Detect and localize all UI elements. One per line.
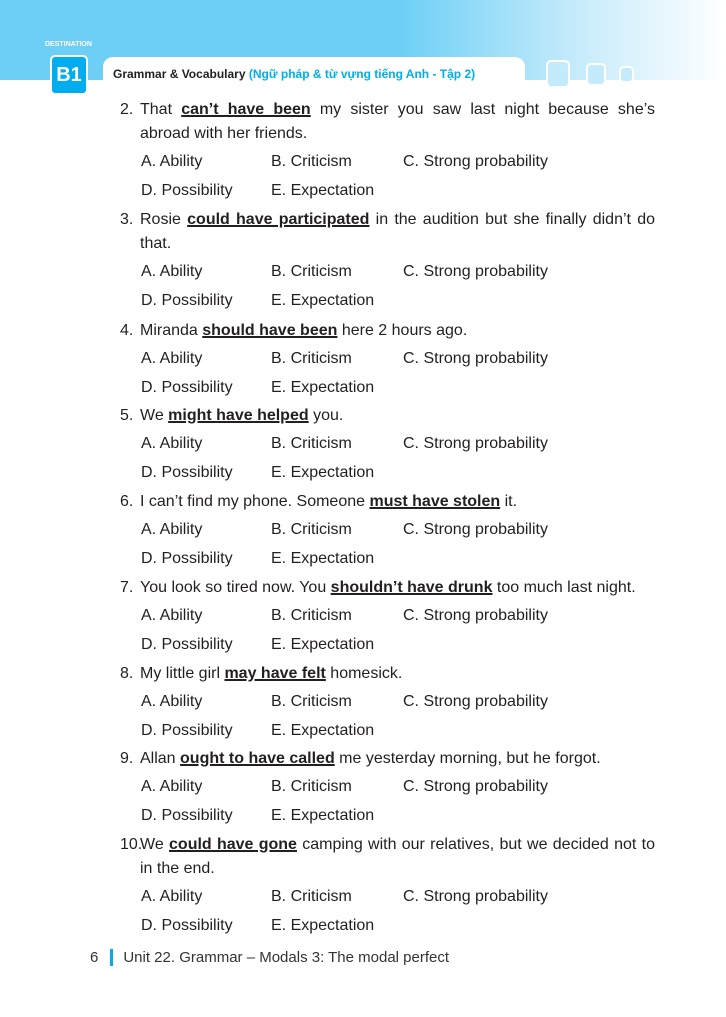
question-text [140,662,655,686]
text-before: My little girl [140,665,225,682]
options-row [141,457,655,486]
modal-phrase: may have felt [224,665,326,682]
modal-phrase: could have gone [169,836,297,853]
question-stem [120,98,655,146]
option-c[interactable]: C. Strong probability [403,263,548,280]
question-number: 9. [120,750,134,767]
option-c[interactable]: C. Strong probability [403,350,548,367]
question-text [140,208,655,256]
modal-phrase: should have been [202,322,338,339]
option-b[interactable]: B. Criticism [271,778,352,795]
option-a[interactable]: A. Ability [141,350,203,367]
option-a[interactable]: A. Ability [141,263,203,280]
text-after: camping with our relatives, but we decided not to in the end. [140,836,655,877]
question-text [140,319,655,343]
options-row [141,343,655,372]
options-row [141,175,655,204]
options-row [141,285,655,314]
option-a[interactable]: A. Ability [141,693,203,710]
question-item [120,404,655,486]
option-d[interactable]: D. Possibility [141,722,233,739]
option-c[interactable]: C. Strong probability [403,153,548,170]
question-stem [120,662,655,686]
text-after: you. [308,407,344,424]
option-c[interactable]: C. Strong probability [403,435,548,452]
option-b[interactable]: B. Criticism [271,350,352,367]
option-c[interactable]: C. Strong probability [403,778,548,795]
question-text [140,490,655,514]
option-b[interactable]: B. Criticism [271,435,352,452]
option-e[interactable]: E. Expectation [271,292,375,309]
page-number: 6 [90,949,99,966]
option-b[interactable]: B. Criticism [271,153,352,170]
option-c[interactable]: C. Strong probability [403,521,548,538]
question-number: 8. [120,665,134,682]
options-row [141,514,655,543]
option-a[interactable]: A. Ability [141,778,203,795]
option-a[interactable]: A. Ability [141,521,203,538]
text-before: Miranda [140,322,203,339]
question-text [140,404,655,428]
options-row [141,428,655,457]
option-b[interactable]: B. Criticism [271,888,352,905]
option-a[interactable]: A. Ability [141,153,203,170]
option-e[interactable]: E. Expectation [271,550,375,567]
book-title [113,67,475,81]
question-item [120,208,655,314]
options-row [141,146,655,175]
text-before: I can’t find my phone. Someone [140,493,370,510]
modal-phrase: shouldn’t have drunk [330,579,493,596]
options-row [141,800,655,829]
option-c[interactable]: C. Strong probability [403,888,548,905]
option-b[interactable]: B. Criticism [271,693,352,710]
options-row [141,629,655,658]
option-d[interactable]: D. Possibility [141,807,233,824]
option-d[interactable]: D. Possibility [141,636,233,653]
option-e[interactable]: E. Expectation [271,722,375,739]
question-item [120,490,655,572]
text-before: We [140,836,170,853]
text-after: here 2 hours ago. [337,322,468,339]
subtitle: (Ngữ pháp & từ vựng tiếng Anh - Tập 2) [248,67,476,81]
question-item [120,576,655,658]
text-after: homesick. [325,665,403,682]
question-number: 6. [120,493,134,510]
text-after: me yesterday morning, but he forgot. [334,750,601,767]
page-footer [90,949,449,966]
option-a[interactable]: A. Ability [141,607,203,624]
text-before: Allan [140,750,181,767]
option-e[interactable]: E. Expectation [271,182,375,199]
title: Grammar & Vocabulary [113,67,246,81]
question-stem [120,319,655,343]
modal-phrase: could have participated [187,211,370,228]
decor-square [619,66,634,83]
question-number: 7. [120,579,134,596]
question-item [120,833,655,939]
text-before: Rosie [140,211,188,228]
modal-phrase: must have stolen [369,493,501,510]
text-before: That [140,101,182,118]
option-c[interactable]: C. Strong probability [403,607,548,624]
unit-title: Unit 22. Grammar – Modals 3: The modal perfect [123,949,450,966]
text-after: it. [500,493,518,510]
option-e[interactable]: E. Expectation [271,379,375,396]
level-badge: B1 [50,55,88,95]
decor-square [546,60,570,88]
text-after: my sister you saw last night because she’s abroad with her friends. [140,101,655,142]
option-d[interactable]: D. Possibility [141,379,233,396]
options-row [141,686,655,715]
option-d[interactable]: D. Possibility [141,917,233,934]
question-text [140,833,655,881]
question-text [140,98,655,146]
question-stem [120,208,655,256]
option-a[interactable]: A. Ability [141,435,203,452]
text-after: too much last night. [492,579,636,596]
option-e[interactable]: E. Expectation [271,807,375,824]
options-row [141,910,655,939]
option-b[interactable]: B. Criticism [271,607,352,624]
option-e[interactable]: E. Expectation [271,636,375,653]
question-item [120,98,655,204]
option-b[interactable]: B. Criticism [271,521,352,538]
option-d[interactable]: D. Possibility [141,550,233,567]
question-number: 3. [120,211,134,228]
option-a[interactable]: A. Ability [141,888,203,905]
question-item [120,319,655,401]
option-b[interactable]: B. Criticism [271,263,352,280]
text-after: in the audition but she finally didn’t do that. [140,211,655,252]
divider [110,949,113,966]
question-number: 5. [120,407,134,424]
options-row [141,372,655,401]
options-row [141,881,655,910]
option-d[interactable]: D. Possibility [141,182,233,199]
modal-phrase: ought to have called [180,750,335,767]
question-number: 4. [120,322,134,339]
question-item [120,662,655,744]
question-number: 10. [120,836,143,853]
option-e[interactable]: E. Expectation [271,464,375,481]
series-label: DESTINATION [45,41,92,48]
modal-phrase: can’t have been [181,101,311,118]
decor-square [586,63,606,86]
options-row [141,600,655,629]
options-row [141,256,655,285]
options-row [141,715,655,744]
text-before: You look so tired now. You [140,579,331,596]
question-stem [120,404,655,428]
question-item [120,747,655,829]
modal-phrase: might have helped [168,407,309,424]
question-text [140,747,655,771]
option-c[interactable]: C. Strong probability [403,693,548,710]
options-row [141,771,655,800]
option-d[interactable]: D. Possibility [141,292,233,309]
question-number: 2. [120,101,134,118]
question-stem [120,576,655,600]
option-d[interactable]: D. Possibility [141,464,233,481]
options-row [141,543,655,572]
question-stem [120,490,655,514]
option-e[interactable]: E. Expectation [271,917,375,934]
question-stem [120,747,655,771]
text-before: We [140,407,169,424]
question-stem [120,833,655,881]
question-text [140,576,655,600]
